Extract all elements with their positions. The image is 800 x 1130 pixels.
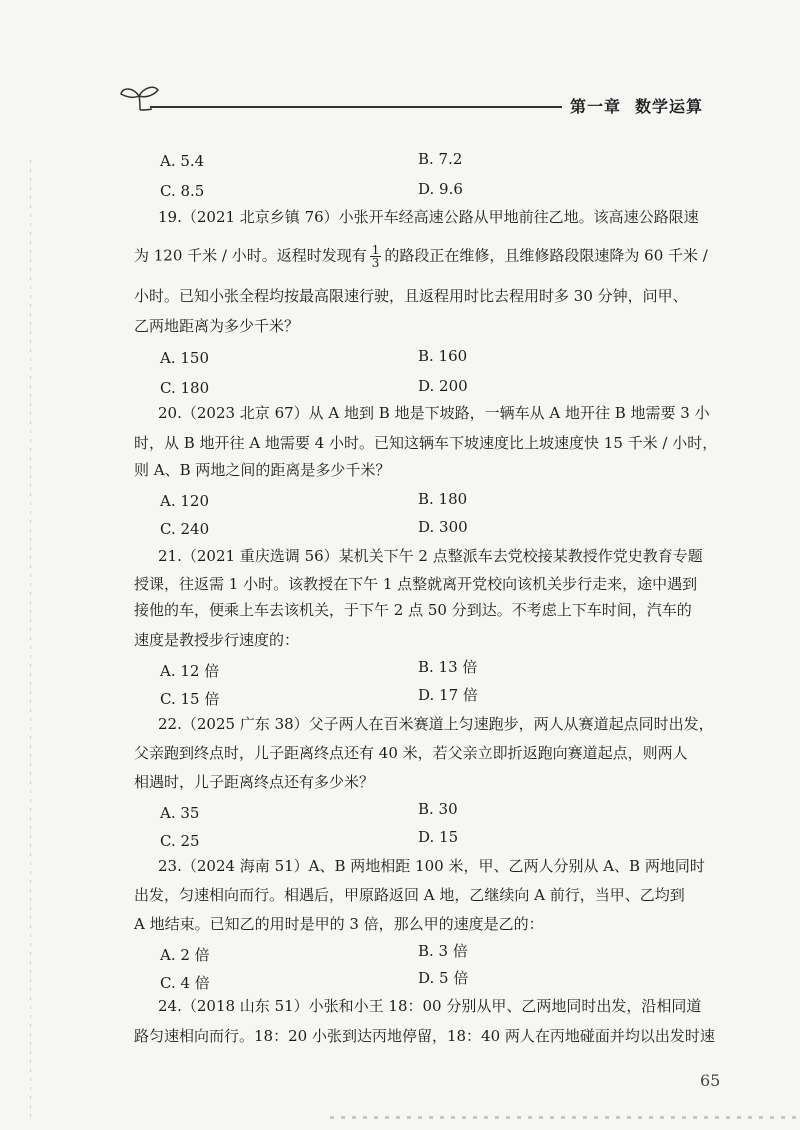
question-19-text: 为 120 千米 / 小时。返程时发现有 <box>134 246 367 265</box>
fraction-one-third <box>370 244 382 269</box>
fraction-denominator: 3 <box>371 256 380 270</box>
option-b: B. 30 <box>418 800 458 818</box>
question-19-line: 19.（2021 北京乡镇 76）小张开车经高速公路从甲地前往乙地。该高速公路限速 <box>158 208 699 226</box>
question-21-line: 速度是教授步行速度的： <box>134 631 300 649</box>
option-b: B. 3 倍 <box>418 942 468 960</box>
question-20-line: 则 A、B 两地之间的距离是多少千米？ <box>134 461 391 479</box>
option-c: C. 8.5 <box>160 182 205 200</box>
option-a: A. 12 倍 <box>160 662 220 680</box>
fraction-numerator: 1 <box>371 243 380 257</box>
scan-edge-bottom <box>330 1116 800 1119</box>
option-a: A. 150 <box>160 349 209 367</box>
option-d: D. 300 <box>418 518 468 536</box>
question-22-line: 父亲跑到终点时，儿子距离终点还有 40 米，若父亲立即折返跑向赛道起点，则两人 <box>134 744 688 762</box>
option-b: B. 13 倍 <box>418 658 478 676</box>
question-19-text: 的路段正在维修，且维修路段限速降为 60 千米 / <box>384 246 708 265</box>
option-c: C. 180 <box>160 379 210 397</box>
option-c: C. 4 倍 <box>160 974 210 992</box>
question-20-line: 时，从 B 地开往 A 地需要 4 小时。已知这辆车下坡速度比上坡速度快 15 千米 / 小时， <box>134 434 718 452</box>
scan-edge-left <box>30 160 31 1120</box>
question-24-line: 24.（2018 山东 51）小张和小王 18：00 分别从甲、乙两地同时出发，沿相同道 <box>158 997 702 1015</box>
question-22-line: 相遇时，儿子距离终点还有多少米？ <box>134 773 375 791</box>
question-20-line: 20.（2023 北京 67）从 A 地到 B 地是下坡路，一辆车从 A 地开往 B 地需要 3 小 <box>158 404 710 422</box>
question-21-line: 授课，往返需 1 小时。该教授在下午 1 点整就离开党校向该机关步行走来，途中遇到 <box>134 575 698 593</box>
option-d: D. 9.6 <box>418 180 463 198</box>
question-19-line: 小时。已知小张全程均按最高限速行驶，且返程用时比去程用时多 30 分钟，问甲、 <box>134 287 688 305</box>
option-c: C. 240 <box>160 520 210 538</box>
question-23-line: 出发，匀速相向而行。相遇后，甲原路返回 A 地，乙继续向 A 前行，当甲、乙均到 <box>134 886 685 904</box>
option-a: A. 35 <box>160 804 200 822</box>
option-b: B. 7.2 <box>418 150 463 168</box>
question-24-line: 路匀速相向而行。18：20 小张到达丙地停留，18：40 两人在丙地碰面并均以出发时速 <box>134 1027 715 1045</box>
option-a: A. 2 倍 <box>160 946 210 964</box>
page-number: 65 <box>700 1071 721 1090</box>
option-d: D. 200 <box>418 377 468 395</box>
option-d: D. 17 倍 <box>418 686 478 704</box>
option-c: C. 25 <box>160 832 200 850</box>
header-rule <box>150 106 562 108</box>
option-a: A. 120 <box>160 492 209 510</box>
option-a: A. 5.4 <box>160 152 205 170</box>
question-22-line: 22.（2025 广东 38）父子两人在百米赛道上匀速跑步，两人从赛道起点同时出发， <box>158 715 714 733</box>
question-23-line: 23.（2024 海南 51）A、B 两地相距 100 米，甲、乙两人分别从 A、B 两地同时 <box>158 857 705 875</box>
question-19-line: 乙两地距离为多少千米？ <box>134 317 300 335</box>
question-21-line: 接他的车，便乘上车去该机关，于下午 2 点 50 分到达。不考虑上下车时间，汽车的 <box>134 601 692 619</box>
chapter-header <box>570 94 703 117</box>
chapter-number: 第一章 <box>570 97 622 116</box>
option-d: D. 5 倍 <box>418 969 469 987</box>
question-19-line <box>134 244 724 269</box>
option-b: B. 180 <box>418 490 468 508</box>
question-21-line: 21.（2021 重庆选调 56）某机关下午 2 点整派车去党校接某教授作党史教育专题 <box>158 547 703 565</box>
option-c: C. 15 倍 <box>160 690 220 708</box>
chapter-title: 数学运算 <box>635 97 704 116</box>
question-23-line: A 地结束。已知乙的用时是甲的 3 倍，那么甲的速度是乙的： <box>134 915 544 933</box>
option-d: D. 15 <box>418 828 459 846</box>
option-b: B. 160 <box>418 347 468 365</box>
